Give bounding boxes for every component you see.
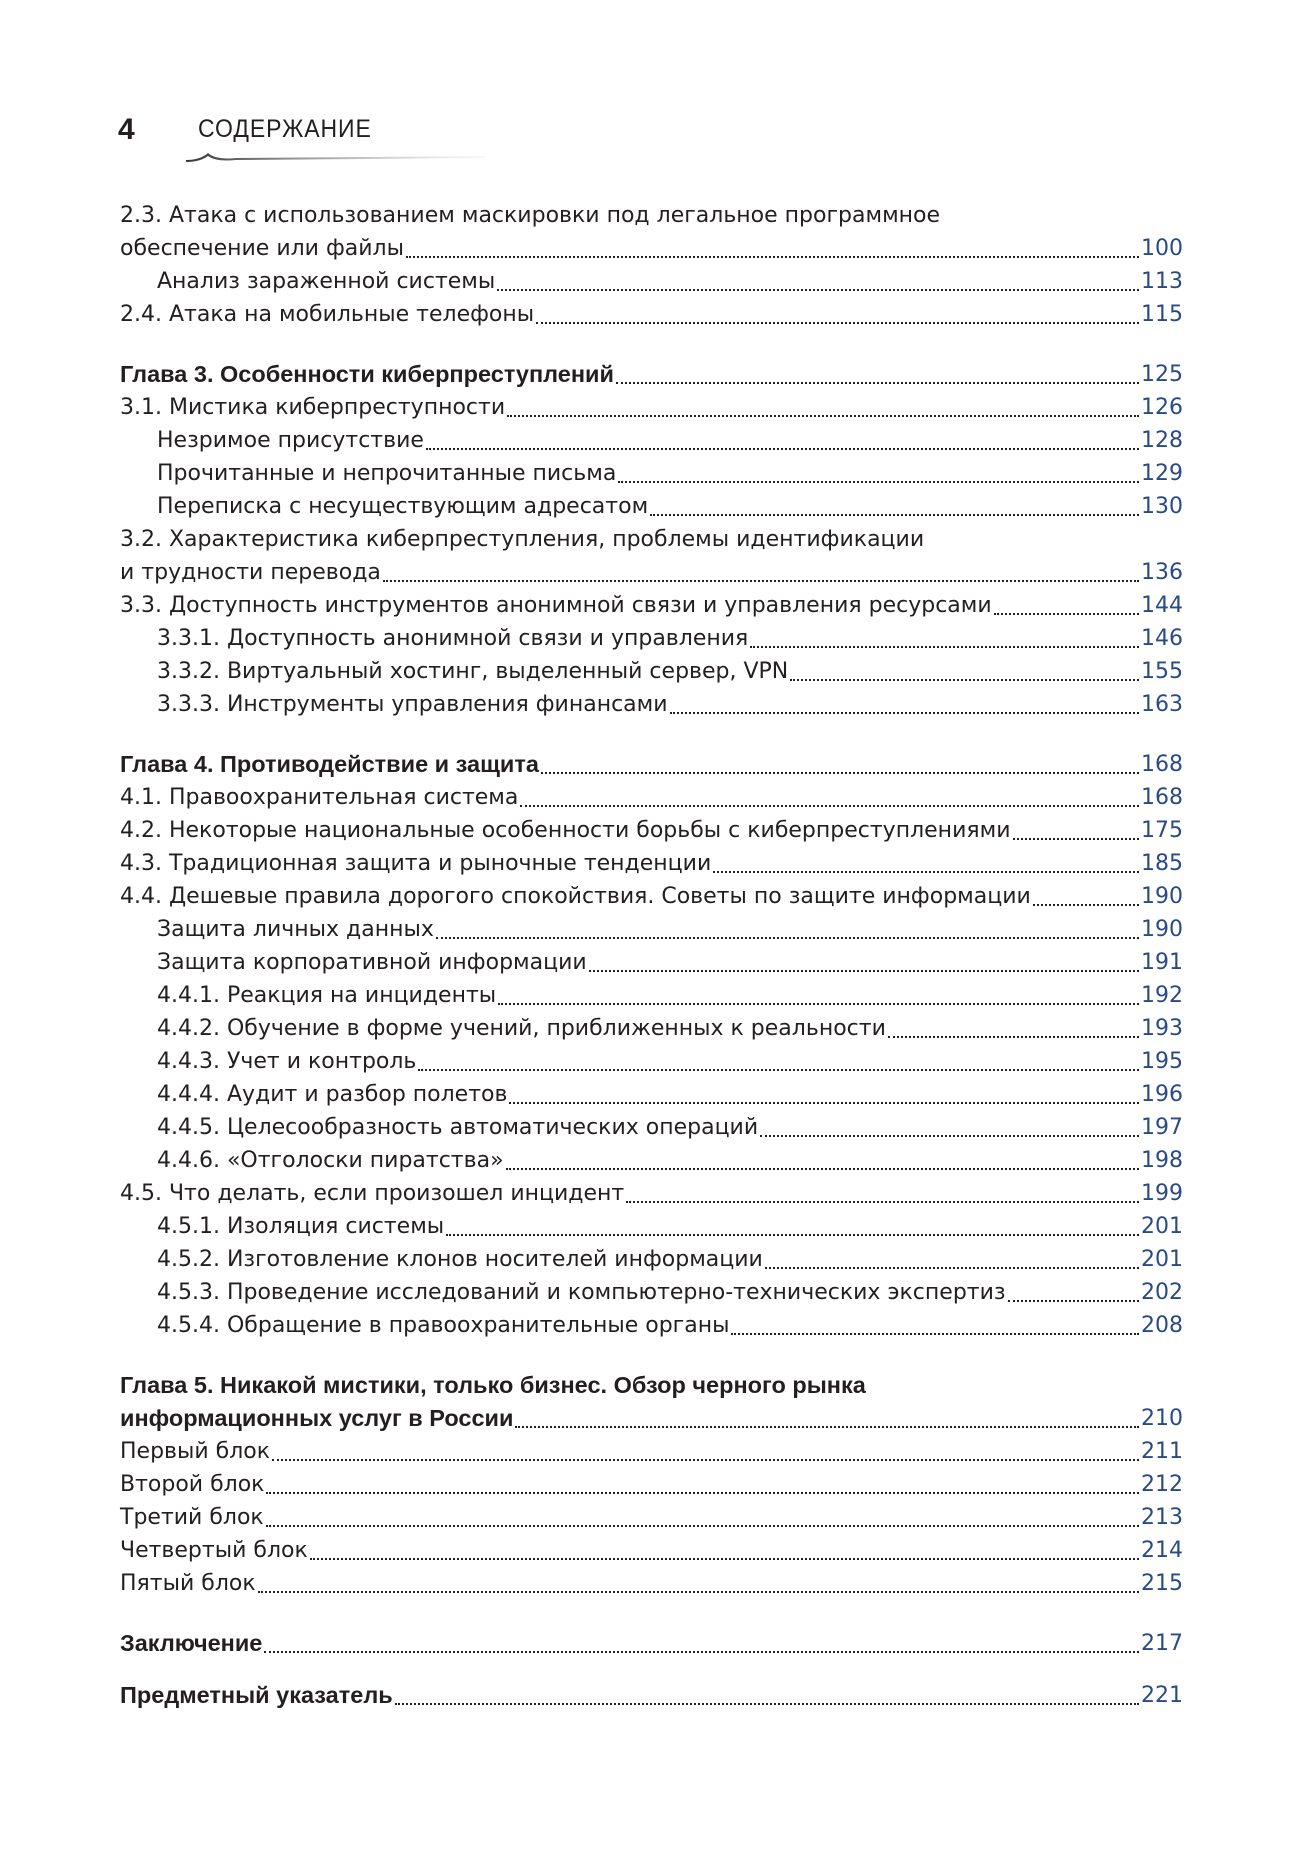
toc-entry-title: 3.3. Доступность инструментов анонимной связи и управления ресурсами [120, 593, 992, 618]
toc-entry-title: 3.2. Характеристика киберпреступления, проблемы идентификации [120, 527, 925, 552]
toc-entry[interactable] [120, 1045, 1183, 1078]
toc-page-number: 168 [1141, 752, 1183, 777]
dot-leader [446, 1210, 1139, 1243]
toc-entry[interactable] [120, 1435, 1183, 1468]
dot-leader [626, 1177, 1139, 1210]
toc-entry[interactable] [120, 880, 1183, 913]
section-spacer [120, 1660, 1183, 1679]
toc-entry-title: информационных услуг в России [120, 1405, 514, 1431]
toc-entry[interactable] [120, 1468, 1183, 1501]
toc-page-number: 168 [1141, 785, 1183, 810]
toc-page-number: 185 [1141, 851, 1183, 876]
page-number: 4 [118, 113, 135, 146]
toc-page-number: 190 [1141, 917, 1183, 942]
toc-page-number: 195 [1141, 1049, 1183, 1074]
toc-page-number: 190 [1141, 884, 1183, 909]
toc-page-number: 202 [1141, 1280, 1183, 1305]
toc-chapter-entry[interactable] [120, 358, 1183, 391]
toc-page-number: 193 [1141, 1016, 1183, 1041]
toc-entry-title: 2.4. Атака на мобильные телефоны [120, 302, 535, 327]
toc-entry[interactable] [120, 556, 1183, 589]
toc-entry[interactable] [120, 1111, 1183, 1144]
toc-page-number: 129 [1141, 461, 1183, 486]
toc-chapter-entry[interactable] [120, 1627, 1183, 1660]
dot-leader [507, 391, 1139, 424]
toc-page-number: 130 [1141, 494, 1183, 519]
toc-page-number: 201 [1141, 1247, 1183, 1272]
toc-entry[interactable] [120, 232, 1183, 265]
toc-entry[interactable] [120, 1144, 1183, 1177]
toc-entry-title: Второй блок [120, 1472, 265, 1497]
toc-entry[interactable] [120, 1012, 1183, 1045]
dot-leader [589, 946, 1139, 979]
dot-leader [618, 457, 1139, 490]
toc-entry-title: 4.4.5. Целесообразность автоматических операций [157, 1115, 759, 1140]
dot-leader [498, 979, 1139, 1012]
dot-leader [506, 1144, 1139, 1177]
toc-chapter-entry[interactable] [120, 1369, 1183, 1402]
toc-entry-title: Глава 4. Противодействие и защита [120, 751, 539, 777]
toc-entry-title: 4.4.6. «Отголоски пиратства» [157, 1148, 504, 1173]
dot-leader [731, 1309, 1139, 1342]
toc-entry-title: 4.5.1. Изоляция системы [157, 1214, 445, 1239]
toc-page-number: 113 [1141, 269, 1183, 294]
toc-page-number: 201 [1141, 1214, 1183, 1239]
dot-leader [418, 1045, 1139, 1078]
toc-entry[interactable] [120, 913, 1183, 946]
dot-leader [1033, 880, 1139, 913]
dot-leader [1008, 1276, 1139, 1309]
toc-entry[interactable] [120, 1534, 1183, 1567]
dot-leader [541, 748, 1139, 781]
toc-entry-title: 4.4.3. Учет и контроль [157, 1049, 417, 1074]
toc-entry[interactable] [120, 424, 1183, 457]
toc-entry-title: Первый блок [120, 1439, 271, 1464]
toc-entry[interactable] [120, 457, 1183, 490]
dot-leader [520, 781, 1139, 814]
dot-leader [994, 589, 1139, 622]
toc-entry[interactable] [120, 1276, 1183, 1309]
dot-leader [266, 1468, 1139, 1501]
toc-entry-title: 4.5.2. Изготовление клонов носителей информации [157, 1247, 763, 1272]
toc-entry-title: 4.1. Правоохранительная система [120, 785, 519, 810]
toc-entry-title: Глава 3. Особенности киберпреступлений [120, 361, 614, 387]
toc-entry-title: Глава 5. Никакой мистики, только бизнес. Обзор черного рынка [120, 1372, 866, 1398]
toc-page-number: 215 [1141, 1571, 1183, 1596]
toc-entry[interactable] [120, 814, 1183, 847]
dot-leader [264, 1627, 1139, 1660]
toc-entry-title: 3.1. Мистика киберпреступности [120, 395, 506, 420]
toc-entry[interactable] [120, 523, 1183, 556]
toc-entry-title: и трудности перевода [120, 560, 381, 585]
toc-entry[interactable] [120, 265, 1183, 298]
dot-leader [750, 622, 1139, 655]
dot-leader [1013, 814, 1140, 847]
toc-entry-title: 3.3.2. Виртуальный хостинг, выделенный сервер, VPN [157, 659, 789, 684]
toc-entry-title: Переписка с несуществующим адресатом [157, 494, 649, 519]
toc-entry[interactable] [120, 847, 1183, 880]
dot-leader [760, 1111, 1139, 1144]
toc-page-number: 210 [1141, 1406, 1183, 1431]
toc-entry-title: обеспечение или файлы [120, 236, 404, 261]
toc-entry-title: Прочитанные и непрочитанные письма [157, 461, 617, 486]
toc-entry-title: 3.3.3. Инструменты управления финансами [157, 692, 668, 717]
toc-entry-title: Анализ зараженной системы [157, 269, 496, 294]
toc-entry[interactable] [120, 1177, 1183, 1210]
toc-chapter-entry[interactable] [120, 1679, 1183, 1712]
toc-entry-title: 4.4.2. Обучение в форме учений, приближенных к реальности [157, 1016, 886, 1041]
table-of-contents [120, 199, 1183, 1712]
toc-page-number: 217 [1141, 1631, 1183, 1656]
toc-page-number: 192 [1141, 983, 1183, 1008]
toc-page-number: 198 [1141, 1148, 1183, 1173]
section-spacer [120, 1600, 1183, 1627]
toc-page-number: 125 [1141, 362, 1183, 387]
toc-entry[interactable] [120, 1501, 1183, 1534]
dot-leader [515, 1402, 1139, 1435]
dot-leader [790, 655, 1139, 688]
dot-leader [310, 1534, 1139, 1567]
toc-page-number: 146 [1141, 626, 1183, 651]
toc-entry[interactable] [120, 589, 1183, 622]
toc-entry-title: Защита личных данных [157, 917, 434, 942]
toc-entry-title: Четвертый блок [120, 1538, 308, 1563]
dot-leader [426, 424, 1139, 457]
toc-entry[interactable] [120, 391, 1183, 424]
dot-leader [497, 265, 1139, 298]
toc-page-number: 175 [1141, 818, 1183, 843]
toc-entry-title: 4.4. Дешевые правила дорогого спокойствия. Советы по защите информации [120, 884, 1031, 909]
toc-entry[interactable] [120, 1210, 1183, 1243]
dot-leader [272, 1435, 1139, 1468]
toc-page-number: 136 [1141, 560, 1183, 585]
toc-chapter-entry[interactable] [120, 1402, 1183, 1435]
running-header [118, 108, 378, 164]
section-spacer [120, 331, 1183, 358]
section-spacer [120, 1342, 1183, 1369]
toc-entry[interactable] [120, 781, 1183, 814]
toc-entry[interactable] [120, 946, 1183, 979]
toc-entry[interactable] [120, 298, 1183, 331]
toc-page-number: 155 [1141, 659, 1183, 684]
toc-entry-title: 4.5.4. Обращение в правоохранительные органы [157, 1313, 730, 1338]
toc-entry-title: 4.3. Традиционная защита и рыночные тенденции [120, 851, 712, 876]
toc-entry-title: 4.4.4. Аудит и разбор полетов [157, 1082, 508, 1107]
dot-leader [395, 1679, 1139, 1712]
toc-page-number: 115 [1141, 302, 1183, 327]
dot-leader [266, 1501, 1139, 1534]
dot-leader [436, 913, 1139, 946]
header-swoosh-rule [186, 152, 486, 162]
toc-entry-title: Пятый блок [120, 1571, 256, 1596]
toc-page-number: 197 [1141, 1115, 1183, 1140]
toc-entry[interactable] [120, 979, 1183, 1012]
toc-entry-title: Незримое присутствие [157, 428, 424, 453]
toc-chapter-entry[interactable] [120, 748, 1183, 781]
toc-page-number: 213 [1141, 1505, 1183, 1530]
toc-entry-title: 3.3.1. Доступность анонимной связи и управления [157, 626, 749, 651]
toc-entry-title: 2.3. Атака с использованием маскировки под легальное программное [120, 203, 941, 228]
toc-page-number: 211 [1141, 1439, 1183, 1464]
dot-leader [406, 232, 1139, 265]
section-title: СОДЕРЖАНИЕ [198, 115, 372, 143]
toc-page-number: 196 [1141, 1082, 1183, 1107]
dot-leader [765, 1243, 1139, 1276]
dot-leader [616, 358, 1139, 391]
toc-page-number: 208 [1141, 1313, 1183, 1338]
toc-entry-title: Защита корпоративной информации [157, 950, 587, 975]
dot-leader [509, 1078, 1139, 1111]
toc-entry[interactable] [120, 1309, 1183, 1342]
toc-entry-title: Третий блок [120, 1505, 264, 1530]
dot-leader [383, 556, 1139, 589]
toc-page-number: 221 [1141, 1683, 1183, 1708]
toc-entry[interactable] [120, 1078, 1183, 1111]
toc-page-number: 100 [1141, 236, 1183, 261]
dot-leader [888, 1012, 1139, 1045]
toc-entry-title: 4.4.1. Реакция на инциденты [157, 983, 497, 1008]
dot-leader [670, 688, 1139, 721]
toc-entry[interactable] [120, 655, 1183, 688]
toc-page-number: 199 [1141, 1181, 1183, 1206]
section-spacer [120, 721, 1183, 748]
dot-leader [713, 847, 1139, 880]
toc-entry[interactable] [120, 1567, 1183, 1600]
dot-leader [536, 298, 1139, 331]
dot-leader [650, 490, 1139, 523]
toc-page-number: 128 [1141, 428, 1183, 453]
toc-entry-title: 4.2. Некоторые национальные особенности борьбы с киберпреступлениями [120, 818, 1011, 843]
toc-entry-title: Предметный указатель [120, 1682, 393, 1708]
toc-page-number: 214 [1141, 1538, 1183, 1563]
dot-leader [258, 1567, 1139, 1600]
toc-page-number: 126 [1141, 395, 1183, 420]
toc-page-number: 144 [1141, 593, 1183, 618]
toc-entry[interactable] [120, 1243, 1183, 1276]
toc-entry[interactable] [120, 490, 1183, 523]
toc-entry-title: 4.5.3. Проведение исследований и компьютерно-технических экспертиз [157, 1280, 1006, 1305]
toc-entry[interactable] [120, 688, 1183, 721]
toc-entry-title: Заключение [120, 1630, 263, 1656]
toc-entry-title: 4.5. Что делать, если произошел инцидент [120, 1181, 625, 1206]
toc-entry[interactable] [120, 199, 1183, 232]
toc-page-number: 191 [1141, 950, 1183, 975]
toc-entry[interactable] [120, 622, 1183, 655]
toc-page-number: 163 [1141, 692, 1183, 717]
toc-page-number: 212 [1141, 1472, 1183, 1497]
